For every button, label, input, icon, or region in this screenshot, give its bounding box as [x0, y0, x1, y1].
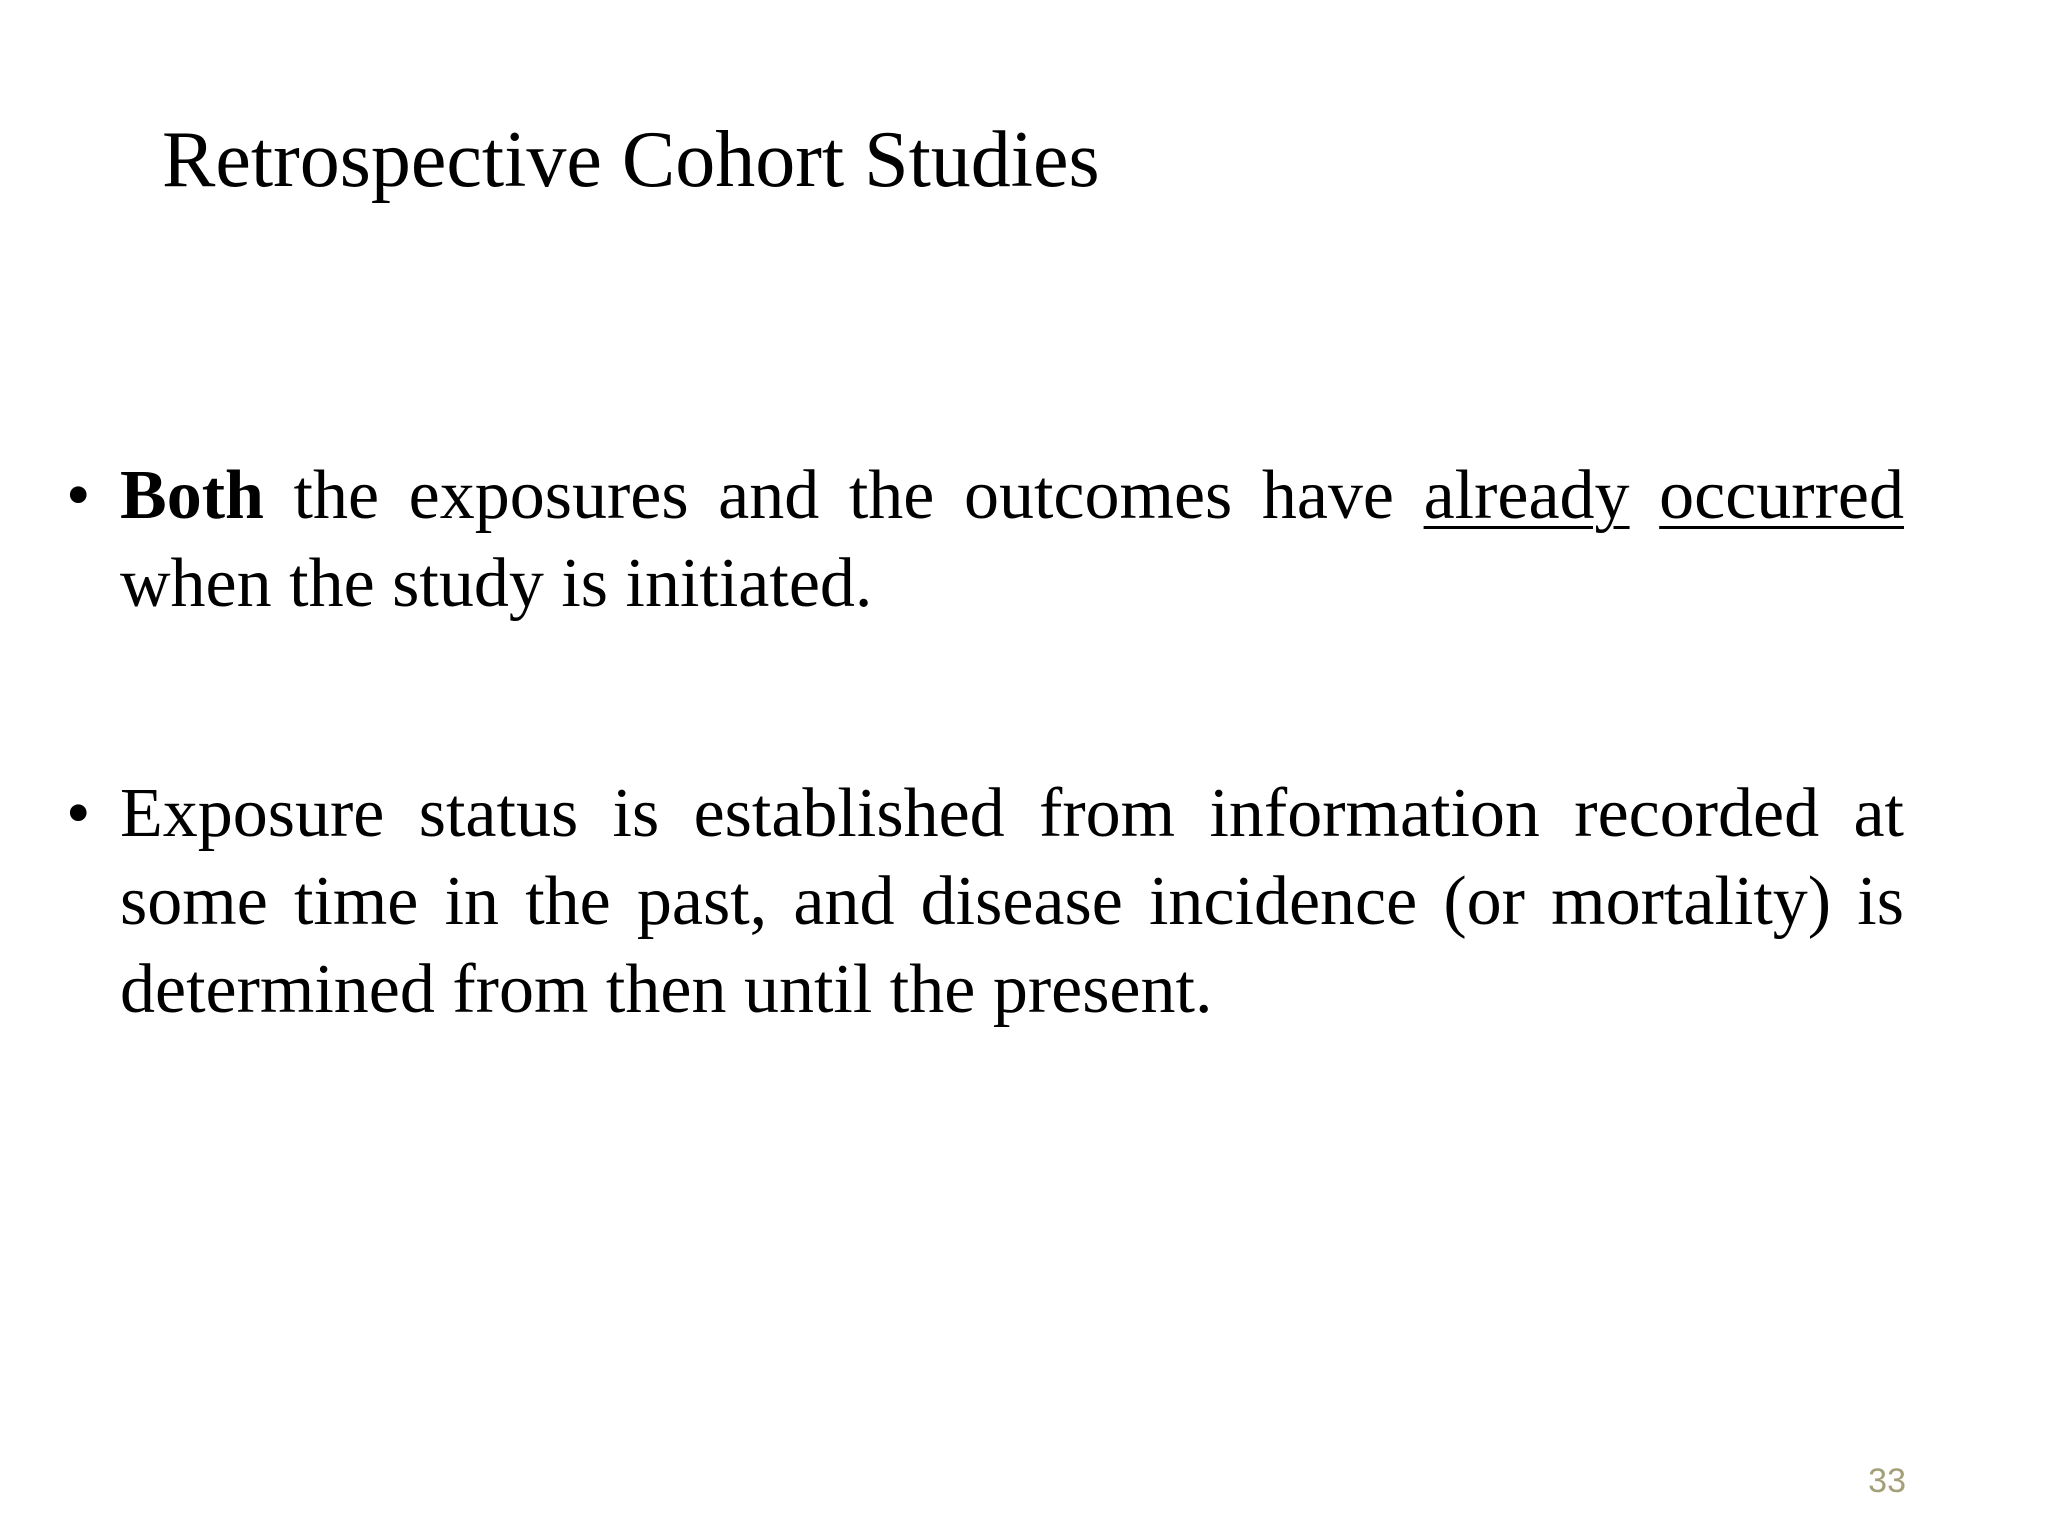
- page-number: 33: [1868, 1462, 1906, 1500]
- bullet-text-segment: the exposures and the outcomes have: [263, 457, 1424, 534]
- bullet-text-2: Exposure status is established from information recorded at some time in the past, and disease incidence (or mortality) is determined from then until the present.: [120, 775, 1904, 1028]
- underlined-text: occurred: [1659, 457, 1905, 534]
- bold-lead: Both: [120, 457, 264, 534]
- underlined-text: already: [1423, 457, 1630, 534]
- bullet-text-segment: [1630, 457, 1660, 534]
- bullet-text-segment: when the study is initiated.: [120, 545, 873, 622]
- bullet-item-1: [66, 452, 1904, 628]
- slide-title: Retrospective Cohort Studies: [162, 116, 1100, 204]
- bullet-marker: •: [66, 457, 91, 534]
- bullet-item-2: [66, 770, 1904, 1034]
- bullet-marker: •: [66, 775, 91, 852]
- bullet-text-1: [120, 452, 1904, 628]
